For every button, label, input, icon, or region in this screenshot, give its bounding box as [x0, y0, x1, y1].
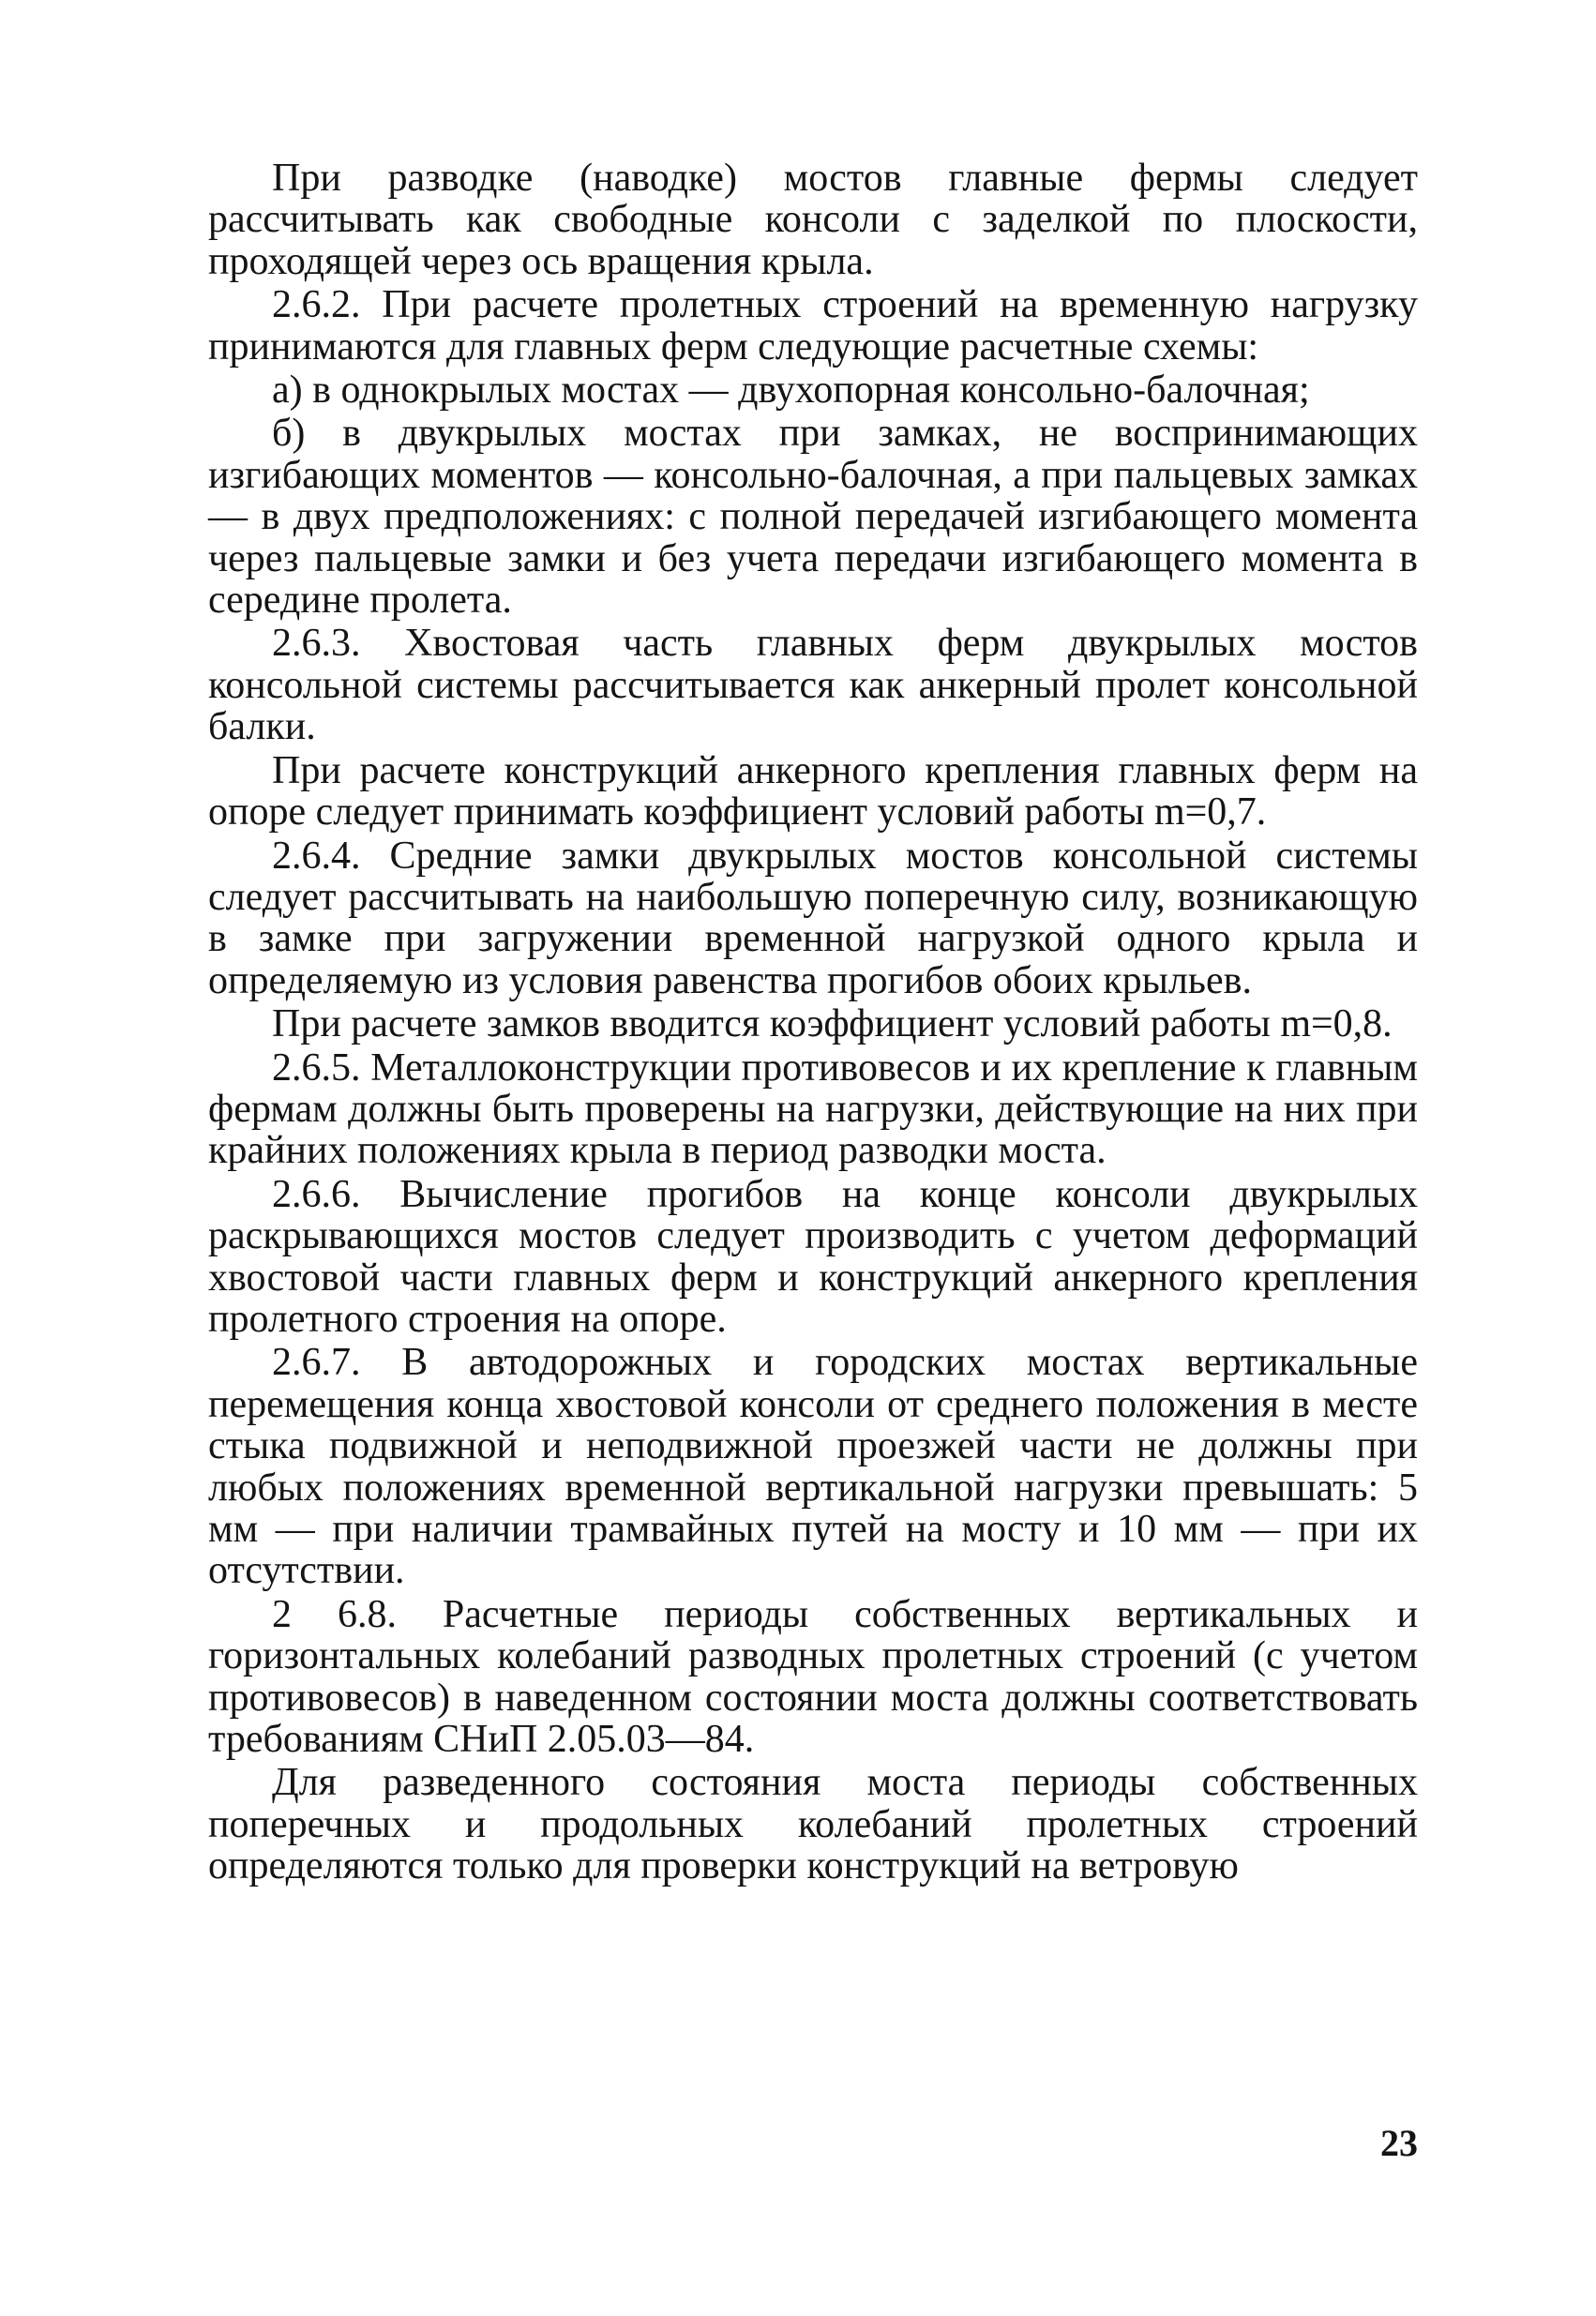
paragraph-2-6-6: 2.6.6. Вычисление прогибов на конце консоли двукрылых раскрывающихся мостов следует производить с учетом деформаций хвостовой части главных ферм и конструкций анкерного крепления пролетного строения на опоре.: [208, 1172, 1418, 1341]
paragraph-raised-state: Для разведенного состояния моста периоды собственных поперечных и продольных колебаний пролетных строений определяются только для проверки конструкций на ветровую: [208, 1761, 1418, 1888]
paragraph-2-6-7: 2.6.7. В автодорожных и городских мостах вертикальные перемещения конца хвостовой консоли от среднего положения в месте стыка подвижной и неподвижной проезжей части не должны при любых положениях временной вертикальной нагрузки превышать: 5 мм — при наличии трамвайных путей на мосту и 10 мм — при их отсутствии.: [208, 1341, 1418, 1593]
paragraph-lock-coefficient: При расчете замков вводится коэффициент условий работы m=0,8.: [272, 1002, 1393, 1046]
paragraph-2-6-8: 2 6.8. Расчетные периоды собственных вертикальных и горизонтальных колебаний разводных пролетных строений (с учетом противовесов) в наведенном состоянии моста должны соответствовать требованиям СНиП 2.05.03—84.: [208, 1592, 1418, 1762]
paragraph-2-6-2: 2.6.2. При расчете пролетных строений на временную нагрузку принимаются для главных ферм следующие расчетные схемы:: [208, 283, 1418, 368]
paragraph-1: При разводке (наводке) мостов главные фермы следует рассчитывать как свободные консоли с заделкой по плоскости, проходящей через ось вращения крыла.: [208, 157, 1418, 283]
paragraph-2-6-5: 2.6.5. Металлоконструкции противовесов и их крепление к главным фермам должны быть проверены на нагрузки, действующие на них при крайних положениях крыла в период разводки моста.: [208, 1045, 1418, 1173]
body-text: [208, 158, 1418, 1889]
paragraph-item-b: б) в двукрылых мостах при замках, не воспринимающих изгибающих моментов — консольно-балочная, а при пальцевых замках — в двух предположениях: с полной передачей изгибающего момента через пальцевые замки и без учета передачи изгибающего момента в середине пролета.: [208, 412, 1418, 623]
page-number: 23: [1380, 2122, 1418, 2164]
paragraph-item-a: а) в однокрылых мостах — двухопорная консольно-балочная;: [272, 368, 1310, 413]
paragraph-2-6-4: 2.6.4. Средние замки двукрылых мостов консольной системы следует рассчитывать на наибольшую поперечную силу, возникающую в замке при загружении временной нагрузкой одного крыла и определяемую из условия равенства прогибов обоих крыльев.: [208, 834, 1418, 1002]
paragraph-2-6-3: 2.6.3. Хвостовая часть главных ферм двукрылых мостов консольной системы рассчитывается как анкерный пролет консольной балки.: [208, 622, 1418, 749]
paragraph-anchor-coefficient: При расчете конструкций анкерного крепления главных ферм на опоре следует принимать коэффициент условий работы m=0,7.: [208, 748, 1418, 835]
